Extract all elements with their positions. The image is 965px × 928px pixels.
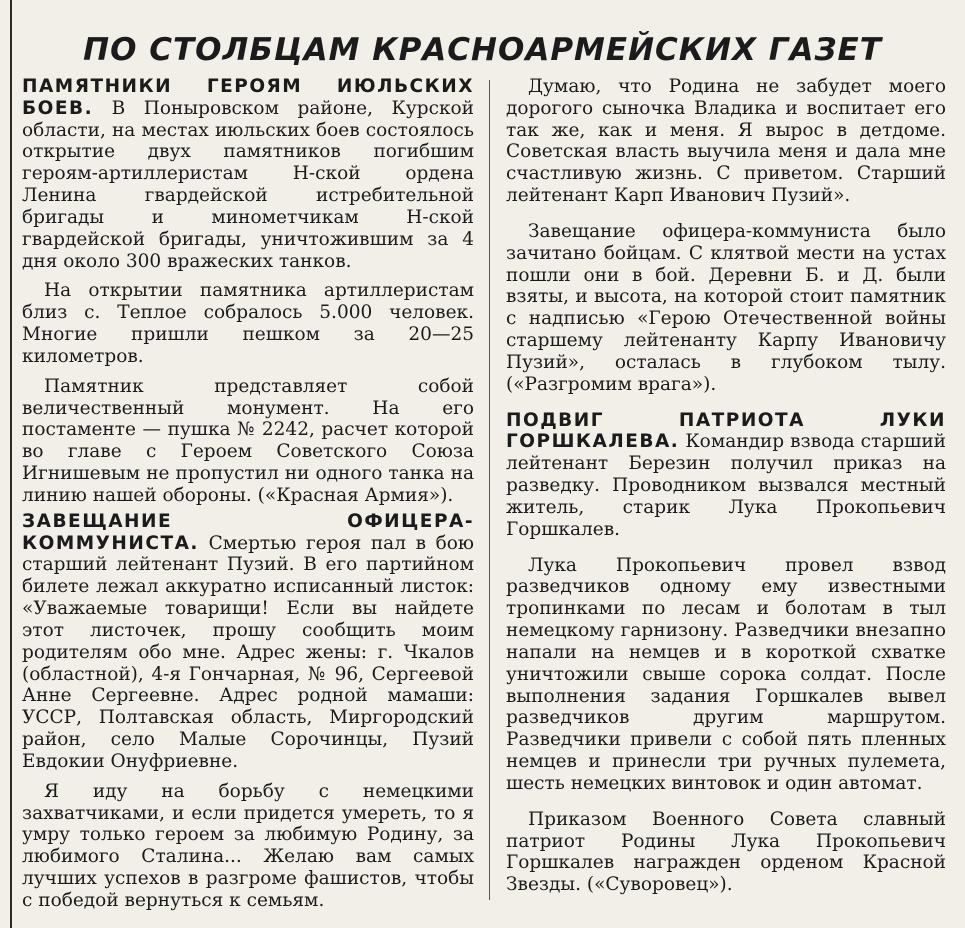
article-monuments-text-3: Памятник представляет собой величественный монумент. На его постаменте — пушка № 2242, расчет которой во главе с Героем Советского Союза Игнишевым не пропустил ни одного танка на линию нашей обороны. («Красная Армия»). [22,375,474,506]
article-testament-headline: ЗАВЕЩАНИЕ ОФИЦЕРА-КОММУНИСТА. [22,510,474,554]
article-monuments-lead [22,76,474,272]
page-title: ПО СТОЛБЦАМ КРАСНОАРМЕЙСКИХ ГАЗЕТ [83,32,882,68]
page-edge-rule [10,0,12,928]
article-feat [506,410,946,896]
testament-continued-text-2: Завещание офицера-коммуниста было зачитано бойцам. С клятвой мести на устах пошли они в бой. Деревни Б. и Д. были взяты, и высота, на которой стоит памятник с надписью «Герою Отечественной войны старшему лейтенанту Карпу Ивановичу Пузий», осталась в глубоком тылу. («Разгромим врага»). [506,220,946,395]
article-feat-text-1: Командир взвода старший лейтенант Березин получил приказ на разведку. Проводником вызвался местный житель, старик Лука Прокопьевич Горшкалев. [506,431,946,540]
article-testament-lead [22,511,474,773]
article-testament [22,511,474,912]
article-feat-lead [506,410,946,541]
right-column [506,76,946,896]
left-column [22,76,474,912]
article-testament-text-2: Я иду на борьбу с немецкими захватчиками, и если придется умереть, то я умру только героем за любимую Родину, за любимого Сталина... Желаю вам самых лучших успехов в разгроме фашистов, чтобы с победой вернуться к семьям. [22,780,474,911]
testament-continued-text-1: Думаю, что Родина не забудет моего дорогого сыночка Владика и воспитает его так же, как и меня. Я вырос в детдоме. Советская власть выучила меня и дала мне счастливую жизнь. С приветом. Старший лейтенант Карп Иванович Пузий». [506,76,946,207]
article-feat-text-3: Приказом Военного Совета славный патриот Родины Лука Прокопьевич Горшкалев награжден орденом Красной Звезды. («Суворовец»). [506,808,946,896]
article-testament-text-1: Смертью героя пал в бою старший лейтенант Пузий. В его партийном билете лежал аккуратно исписанный листок: «Уважаемые товарищи! Если вы найдете этот листочек, прошу сообщить моим родителям обо мне. Адрес жены: г. Чкалов (областной), 4-я Гончарная, № 96, Сергеевой Анне Сергеевне. Адрес родной мамаши: УССР, Полтавская область, Миргородский район, село Малые Сорочинцы, Пузий Евдокии Онуфриевне. [22,532,474,772]
article-monuments [22,76,474,507]
article-monuments-text-1: В Поныровском районе, Курской области, на местах июльских боев состоялось открытие двух памятников погибшим героям-артиллеристам Н-ской ордена Ленина гвардейской истребительной бригады и минометчикам Н-ской гвардейской бригады, уничтожившим за 4 дня около 300 вражеских танков. [22,97,474,272]
article-feat-text-2: Лука Прокопьевич провел взвод разведчиков одному ему известными тропинками по лесам и болотам в тыл немецкому гарнизону. Разведчики внезапно напали на немцев и в короткой схватке уничтожили свыше сорока солдат. После выполнения задания Горшкалев вывел разведчиков другим маршрутом. Разведчики привели с собой пять пленных немцев и принесли три ручных пулемета, шесть немецких винтовок и один автомат. [506,554,946,794]
column-divider [489,80,490,900]
article-feat-headline: ПОДВИГ ПАТРИОТА ЛУКИ ГОРШКАЛЕВА. [506,409,946,453]
article-testament-continued [506,76,946,396]
article-monuments-headline: ПАМЯТНИКИ ГЕРОЯМ ИЮЛЬСКИХ БОЕВ. [22,76,474,119]
article-monuments-text-2: На открытии памятника артиллеристам близ с. Теплое собралось 5.000 человек. Многие пришли пешком за 20—25 километров. [22,280,474,367]
